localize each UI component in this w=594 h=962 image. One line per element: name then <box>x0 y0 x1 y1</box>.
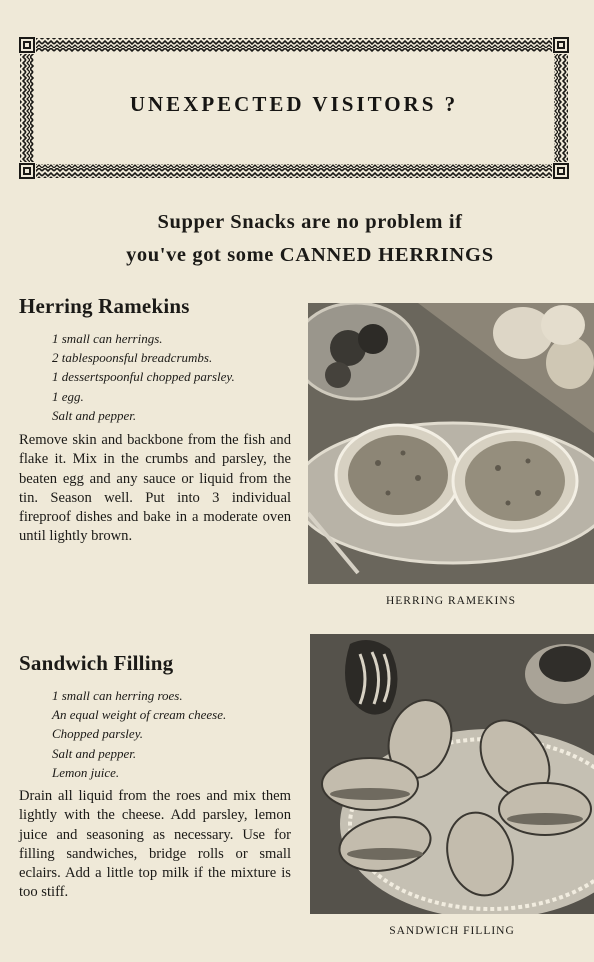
list-item: An equal weight of cream cheese. <box>52 707 227 723</box>
subtitle-emphasis: CANNED HERRINGS <box>279 244 494 266</box>
header-banner <box>18 36 570 180</box>
list-item: Chopped parsley. <box>52 726 143 742</box>
photo-sandwich-filling <box>310 634 594 914</box>
recipe-method: Remove skin and backbone from the fish and flake it. Mix in the crumbs and parsley, the beaten egg and any sauce or liquid from the tin. Season well. Put into 3 individual fireproof dishes and bake in a moderate oven until lightly brown. <box>19 432 291 545</box>
subtitle-line-2 <box>70 239 550 272</box>
ingredient-list <box>52 686 226 782</box>
photo-caption: SANDWICH FILLING <box>389 925 515 937</box>
ingredient-list <box>52 329 235 425</box>
sandwiches-illustration <box>310 634 594 914</box>
recipe-method: Drain all liquid from the roes and mix them lightly with the cheese. Add parsley, lemon juice and seasoning as necessary. Use for filling sandwiches, bridge rolls or small eclairs. Add a little top milk if the mixture is too stiff. <box>19 788 291 901</box>
ramekins-illustration <box>308 303 594 584</box>
subtitle-prefix: you've got some <box>126 244 280 266</box>
photo-caption: HERRING RAMEKINS <box>385 595 517 607</box>
list-item: 1 dessertspoonful chopped parsley. <box>52 369 235 385</box>
list-item: Lemon juice. <box>52 764 120 780</box>
banner-title: UNEXPECTED VISITORS ? <box>129 92 459 116</box>
subtitle <box>70 206 550 272</box>
list-item: Salt and pepper. <box>52 745 137 761</box>
recipe-title-herring-ramekins: Herring Ramekins <box>19 294 190 318</box>
list-item: 1 egg. <box>52 388 84 404</box>
list-item: Salt and pepper. <box>52 407 137 423</box>
photo-herring-ramekins <box>308 303 594 584</box>
list-item: 2 tablespoonsful breadcrumbs. <box>52 350 213 366</box>
subtitle-line-1: Supper Snacks are no problem if <box>157 211 463 233</box>
list-item: 1 small can herring roes. <box>52 688 183 703</box>
recipe-title-sandwich-filling: Sandwich Filling <box>19 651 174 675</box>
list-item: 1 small can herrings. <box>52 331 163 346</box>
